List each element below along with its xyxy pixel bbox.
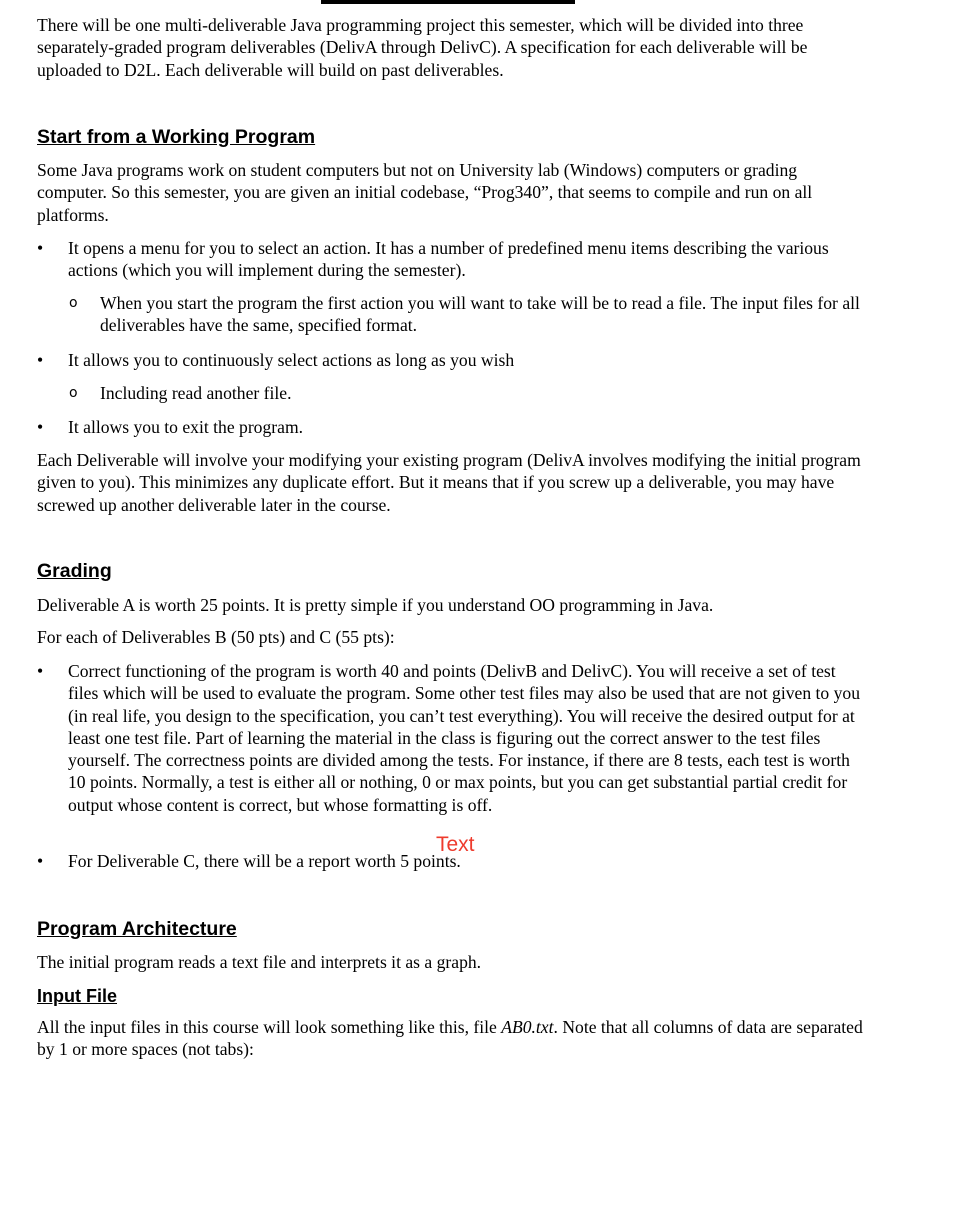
bullet-icon: • xyxy=(37,350,44,370)
deliverable-paragraph: Each Deliverable will involve your modifying your existing program (DelivA involves modifying the initial program given to you). This minimizes any duplicate effort. But it means that if you screw up a deliverable, you may have screwed up another deliverable later in the course. xyxy=(37,450,861,515)
input-file-text-before: All the input files in this course will look something like this, file xyxy=(37,1017,502,1037)
input-file-paragraph xyxy=(37,1016,867,1061)
bullet-icon: • xyxy=(37,238,44,258)
section-heading-architecture: Program Architecture xyxy=(37,918,237,940)
top-bar-graphic xyxy=(321,0,575,4)
list-item-text: Correct functioning of the program is worth 40 and points (DelivB and DelivC). You will receive a set of test files which will be used to evaluate the program. Some other test files may also be used that are not given to you (in real life, you design to the specification, you can’t test everything). You will receive the desired output for at least one test file. Part of learning the material in the class is figuring out the correct answer to the test files yourself. The correctness points are divided among the tests. For instance, if there are 8 tests, each test is worth 10 points. Normally, a test is either all or nothing, 0 or max points, but you can get substantial partial credit for output whose content is correct, but whose formatting is off. xyxy=(68,661,861,815)
bullet-icon: • xyxy=(37,661,44,681)
section-heading-grading: Grading xyxy=(37,560,112,582)
grading-paragraph-a: Deliverable A is worth 25 points. It is pretty simple if you understand OO programming in Java. xyxy=(37,595,714,615)
sub-bullet-icon: o xyxy=(69,295,78,311)
subheading-input-file: Input File xyxy=(37,986,117,1006)
sub-bullet-icon: o xyxy=(69,385,78,401)
bullet-icon: • xyxy=(37,851,44,871)
list-item-text: It allows you to continuously select actions as long as you wish xyxy=(68,350,515,370)
architecture-paragraph: The initial program reads a text file and interprets it as a graph. xyxy=(37,952,482,972)
sub-list-item-text: When you start the program the first action you will want to take will be to read a file. The input files for all deliverables have the same, specified format. xyxy=(100,293,860,336)
overlay-text-annotation: Text xyxy=(436,833,475,856)
grading-paragraph-bc: For each of Deliverables B (50 pts) and C (55 pts): xyxy=(37,627,395,647)
input-file-name: AB0.txt xyxy=(501,1017,554,1037)
working-program-paragraph: Some Java programs work on student computers but not on University lab (Windows) computers or grading computer. So this semester, you are given an initial codebase, “Prog340”, that seems to compile and run on all platforms. xyxy=(37,160,813,225)
intro-paragraph: There will be one multi-deliverable Java programming project this semester, which will be divided into three separately-graded program deliverables (DelivA through DelivC). A specification for each deliverable will be uploaded to D2L. Each deliverable will build on past deliverables. xyxy=(37,15,808,80)
bullet-icon: • xyxy=(37,417,44,437)
list-item-text: It allows you to exit the program. xyxy=(68,417,304,437)
list-item-text: For Deliverable C, there will be a report worth 5 points. xyxy=(68,851,461,871)
sub-list-item-text: Including read another file. xyxy=(100,383,292,403)
section-heading-working-program: Start from a Working Program xyxy=(37,126,316,148)
list-item-text: It opens a menu for you to select an action. It has a number of predefined menu items describing the various actions (which you will implement during the semester). xyxy=(68,238,829,281)
input-file-text-after: . Note that all columns of data are separated by 1 or more spaces (not tabs): xyxy=(37,1017,863,1060)
